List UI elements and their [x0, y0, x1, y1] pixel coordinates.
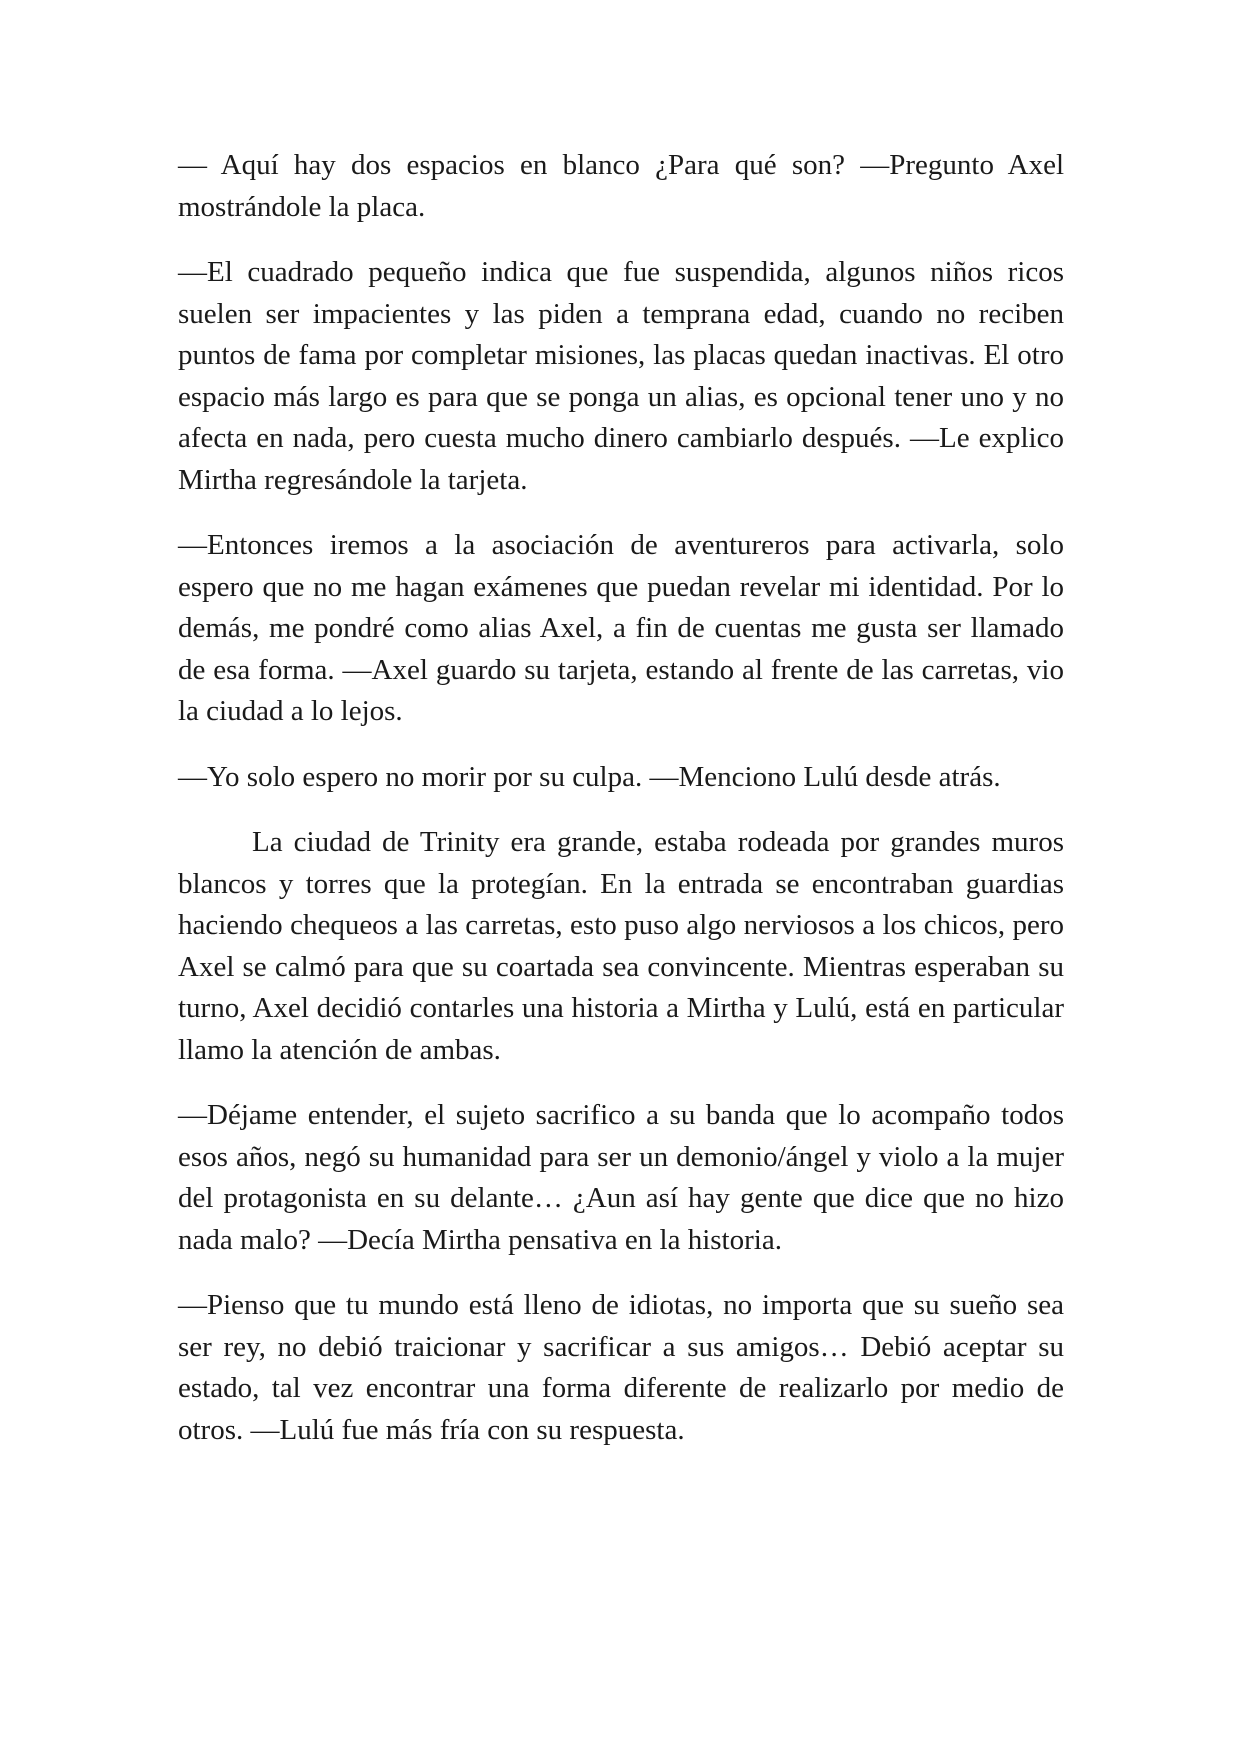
dialogue-paragraph-mirtha-question: —Déjame entender, el sujeto sacrifico a su banda que lo acompaño todos esos años, negó su humanidad para ser un demonio/ángel y violo a la mujer del protagonista en su delante… ¿Aun así hay gente que dice que no hizo nada malo? —Decía Mirtha pensativa en la historia. — [178, 1099, 1064, 1256]
dialogue-paragraph-lulu-remark: —Yo solo espero no morir por su culpa. —Menciono Lulú desde atrás. — [178, 760, 1001, 793]
dialogue-paragraph-axel-question: — Aquí hay dos espacios en blanco ¿Para qué son? —Pregunto Axel mostrándole la placa. — [178, 149, 1064, 223]
document-page — [178, 145, 1064, 1475]
dialogue-paragraph-lulu-answer: —Pienso que tu mundo está lleno de idiotas, no importa que su sueño sea ser rey, no debió traicionar y sacrificar a sus amigos… Debió aceptar su estado, tal vez encontrar una forma diferente de realizarlo por medio de otros. —Lulú fue más fría con su respuesta. — [178, 1289, 1064, 1446]
dialogue-paragraph-mirtha-explanation: —El cuadrado pequeño indica que fue suspendida, algunos niños ricos suelen ser impacientes y las piden a temprana edad, cuando no reciben puntos de fama por completar misiones, las placas quedan inactivas. El otro espacio más largo es para que se ponga un alias, es opcional tener uno y no afecta en nada, pero cuesta mucho dinero cambiarlo después. —Le explico Mirtha regresándole la tarjeta. — [178, 256, 1064, 496]
dialogue-paragraph-axel-plan: —Entonces iremos a la asociación de aventureros para activarla, solo espero que no me hagan exámenes que puedan revelar mi identidad. Por lo demás, me pondré como alias Axel, a fin de cuentas me gusta ser llamado de esa forma. —Axel guardo su tarjeta, estando al frente de las carretas, vio la ciudad a lo lejos. — [178, 529, 1064, 727]
narration-paragraph-trinity: La ciudad de Trinity era grande, estaba rodeada por grandes muros blancos y torres que la protegían. En la entrada se encontraban guardias haciendo chequeos a las carretas, esto puso algo nerviosos a los chicos, pero Axel se calmó para que su coartada sea convincente. Mientras esperaban su turno, Axel decidió contarles una historia a Mirtha y Lulú, está en particular llamo la atención de ambas. — [178, 826, 1064, 1066]
